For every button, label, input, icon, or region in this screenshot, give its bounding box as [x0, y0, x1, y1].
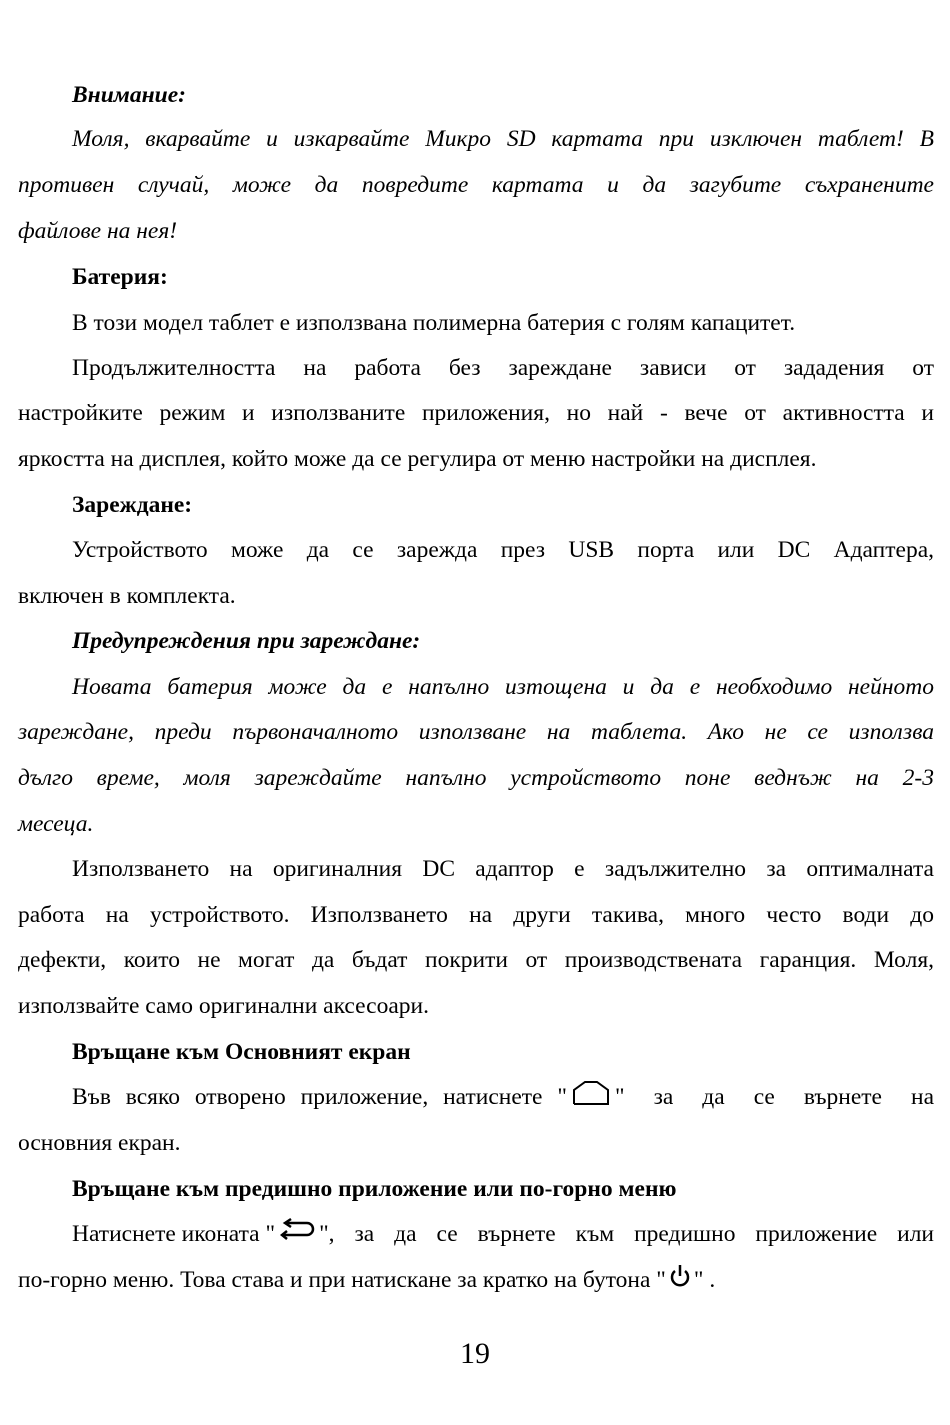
home-heading: Връщане към Основният екран — [72, 1039, 411, 1065]
adapter-line-1: Използването на оригиналния DC адаптор е задължително за оптималната — [72, 856, 934, 882]
battery-paragraph-2-line-2: настройките режим и използваните приложения, но най - вече от активността и — [18, 400, 934, 426]
charging-line-1: Устройството може да се зарежда през USB порта или DC Адаптера, — [72, 537, 934, 563]
charge-warning-line-1: Новата батерия може да е напълно изтощена и да е необходимо нейното — [72, 674, 934, 700]
charge-warning-line-2: зареждане, преди първоначалното използване на таблета. Ако не се използва — [18, 719, 934, 745]
back-text-before: Натиснете иконата " — [72, 1221, 276, 1247]
back-heading: Връщане към предишно приложение или по-горно меню — [72, 1176, 677, 1202]
back-line-2-text-after: " . — [693, 1267, 716, 1293]
battery-heading: Батерия: — [72, 264, 168, 290]
back-instruction-line — [18, 1219, 934, 1249]
power-icon — [668, 1263, 692, 1297]
charge-warning-line-3: дълго време, моля зареждайте напълно устройството поне веднъж на 2-3 — [18, 765, 934, 791]
warning-line-3: файлове на нея! — [18, 218, 178, 244]
charging-heading: Зареждане: — [72, 492, 193, 518]
adapter-line-2: работа на устройството. Използването на други такива, много често води до — [18, 902, 934, 928]
warning-line-1: Моля, вкарвайте и изкарвайте Микро SD картата при изключен таблет! В — [72, 126, 934, 152]
back-line-2-text-before: по-горно меню. Това става и при натискане за кратко на бутона " — [18, 1267, 666, 1293]
warning-heading: Внимание: — [72, 82, 187, 108]
home-text-before: Във всяко отворено приложение, натиснете " — [72, 1084, 567, 1110]
charging-line-2: включен в комплекта. — [18, 583, 236, 609]
adapter-line-3: дефекти, които не могат да бъдат покрити от производствената гаранция. Моля, — [18, 947, 934, 973]
home-instruction-line-2: основния екран. — [18, 1130, 181, 1156]
battery-paragraph-2-line-3: яркостта на дисплея, който може да се регулира от меню настройки на дисплея. — [18, 446, 817, 472]
back-text-after: ", за да се върнете към предишно приложение или — [319, 1221, 934, 1247]
charge-warning-line-4: месеца. — [18, 811, 94, 837]
battery-paragraph-2-line-1: Продължителността на работа без зареждане зависи от зададения от — [72, 355, 934, 381]
warning-line-2: противен случай, може да повредите картата и да загубите съхранените — [18, 172, 934, 198]
home-text-after: " за да се върнете на — [614, 1084, 934, 1110]
back-instruction-line-2 — [18, 1265, 934, 1295]
charge-warning-heading: Предупреждения при зареждане: — [72, 628, 421, 654]
home-icon — [571, 1080, 611, 1114]
home-instruction-line — [18, 1082, 934, 1112]
page-number: 19 — [460, 1337, 490, 1370]
adapter-line-4: използвайте само оригинални аксесоари. — [18, 993, 429, 1019]
back-icon — [277, 1217, 317, 1251]
battery-paragraph-1: В този модел таблет е използвана полимерна батерия с голям капацитет. — [72, 310, 796, 336]
